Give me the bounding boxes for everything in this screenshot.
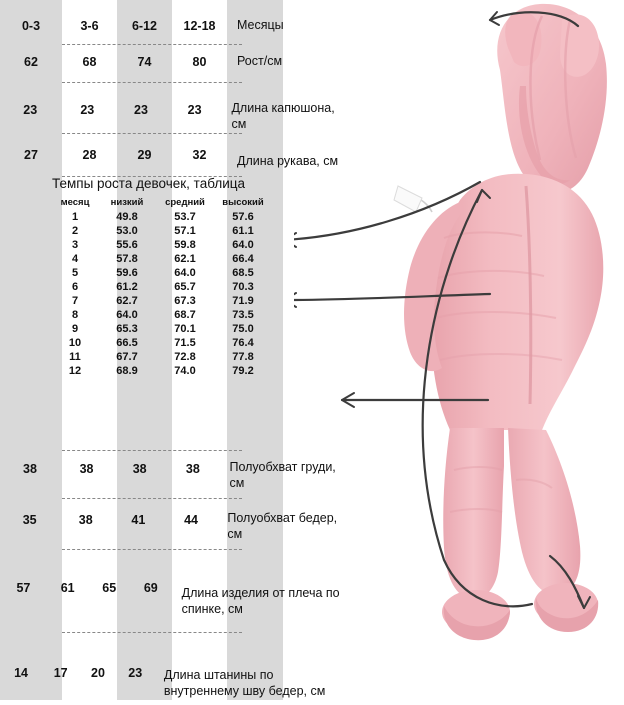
divider-8 — [62, 632, 242, 633]
divider-5 — [62, 450, 242, 451]
divider-2 — [62, 82, 242, 83]
size-table-header-label: Месяцы — [237, 18, 284, 33]
row-label-body-length: Длина изделия от плеча по спинке, см — [181, 586, 340, 616]
growth-low-10: 66.5 — [116, 337, 138, 349]
growth-high-6: 70.3 — [232, 281, 254, 293]
growth-row-3 — [52, 238, 272, 252]
growth-row-7 — [52, 294, 272, 308]
booties-shape — [442, 583, 598, 640]
cell-height-12-18: 80 — [192, 55, 207, 69]
growth-header-row — [52, 197, 272, 210]
hood-shape — [497, 4, 607, 193]
growth-row-5 — [52, 266, 272, 280]
growth-chart-table — [52, 197, 272, 378]
growth-mid-5: 64.0 — [174, 267, 196, 279]
growth-row-2 — [52, 224, 272, 238]
growth-high-7: 71.9 — [232, 295, 254, 307]
growth-month-12: 12 — [68, 365, 82, 377]
growth-month-1: 1 — [71, 211, 79, 223]
growth-mid-9: 70.1 — [174, 323, 196, 335]
cell-sleeve-0-3: 27 — [24, 148, 38, 162]
growth-row-11 — [52, 350, 272, 364]
growth-high-4: 66.4 — [232, 253, 254, 265]
row-label-sleeve-length: Длина рукава, см — [237, 154, 339, 169]
cell-hip-3-6: 38 — [78, 513, 93, 527]
growth-mid-6: 65.7 — [174, 281, 196, 293]
cell-height-6-12: 74 — [137, 55, 152, 69]
cell-sleeve-6-12: 29 — [137, 148, 152, 162]
cell-sleeve-3-6: 28 — [82, 148, 97, 162]
cell-sleeve-12-18: 32 — [192, 148, 207, 162]
table-row-chest — [0, 459, 350, 490]
growth-month-3: 3 — [71, 239, 79, 251]
cell-chest-6-12: 38 — [132, 462, 147, 476]
growth-month-7: 7 — [71, 295, 79, 307]
size-column-12-18: 12-18 — [183, 19, 216, 33]
growth-month-8: 8 — [71, 309, 79, 321]
growth-chart-block — [0, 176, 300, 378]
chest-half-girth-arrow — [294, 294, 490, 300]
cell-body-3-6: 61 — [60, 581, 75, 595]
cell-body-12-18: 69 — [143, 581, 158, 595]
growth-mid-3: 59.8 — [174, 239, 196, 251]
growth-mid-10: 71.5 — [174, 337, 196, 349]
growth-high-11: 77.8 — [232, 351, 254, 363]
growth-low-7: 62.7 — [116, 295, 138, 307]
growth-high-12: 79.2 — [232, 365, 254, 377]
growth-low-9: 65.3 — [116, 323, 138, 335]
growth-chart-title: Темпы роста девочек, таблица — [52, 176, 245, 191]
table-row-hip — [0, 510, 350, 541]
growth-month-6: 6 — [71, 281, 79, 293]
torso-shape — [404, 174, 603, 430]
size-column-0-3: 0-3 — [21, 19, 41, 33]
growth-mid-2: 57.1 — [174, 225, 196, 237]
growth-low-3: 55.6 — [116, 239, 138, 251]
growth-low-1: 49.8 — [116, 211, 138, 223]
growth-mid-1: 53.7 — [174, 211, 196, 223]
growth-month-4: 4 — [71, 253, 79, 265]
table-row-inseam — [0, 663, 350, 698]
row-label-inseam: Длина штанины по внутреннему шву бедер, см — [163, 668, 326, 698]
cell-inseam-6-12: 20 — [91, 666, 105, 680]
table-row-height — [0, 52, 350, 72]
growth-high-10: 76.4 — [232, 337, 254, 349]
cell-hip-12-18: 44 — [184, 513, 198, 527]
growth-row-6 — [52, 280, 272, 294]
size-column-6-12: 6-12 — [131, 19, 158, 33]
row-label-chest: Полуобхват груди, см — [229, 460, 336, 490]
growth-low-5: 59.6 — [116, 267, 138, 279]
growth-row-9 — [52, 322, 272, 336]
cell-chest-0-3: 38 — [23, 462, 37, 476]
growth-mid-4: 62.1 — [174, 253, 196, 265]
growth-month-9: 9 — [71, 323, 79, 335]
cell-chest-3-6: 38 — [79, 462, 94, 476]
row-label-hip: Полуобхват бедер, см — [227, 511, 338, 541]
cell-inseam-12-18: 23 — [128, 666, 143, 680]
growth-low-2: 53.0 — [116, 225, 138, 237]
cell-hip-0-3: 35 — [22, 513, 37, 527]
cell-hood-12-18: 23 — [187, 103, 202, 117]
hood-length-arrow — [490, 12, 578, 26]
growth-high-3: 64.0 — [232, 239, 254, 251]
growth-row-10 — [52, 336, 272, 350]
growth-mid-8: 68.7 — [174, 309, 196, 321]
size-table-header-row — [0, 16, 350, 36]
growth-low-6: 61.2 — [116, 281, 138, 293]
row-label-height: Рост/см — [237, 54, 283, 69]
growth-high-1: 57.6 — [232, 211, 254, 223]
divider-6 — [62, 498, 242, 499]
growth-month-11: 11 — [69, 351, 81, 363]
cell-hood-0-3: 23 — [23, 103, 38, 117]
growth-header-mid: средний — [165, 197, 205, 208]
table-row-body-length — [0, 578, 350, 616]
size-column-3-6: 3-6 — [80, 19, 99, 33]
divider-1 — [62, 44, 242, 45]
table-row-hood-length — [0, 100, 350, 131]
growth-row-1 — [52, 210, 272, 224]
growth-high-8: 73.5 — [232, 309, 254, 321]
price-tag — [394, 186, 432, 212]
growth-header-high: высокий — [222, 197, 264, 208]
divider-3 — [62, 133, 242, 134]
growth-high-5: 68.5 — [232, 267, 254, 279]
inseam-length-arrow — [550, 556, 584, 608]
growth-row-12 — [52, 364, 272, 378]
cell-height-3-6: 68 — [82, 55, 97, 69]
cell-height-0-3: 62 — [24, 55, 38, 69]
cell-inseam-3-6: 17 — [53, 666, 68, 680]
table-row-sleeve-length — [0, 145, 350, 169]
growth-low-11: 67.7 — [116, 351, 138, 363]
growth-row-4 — [52, 252, 272, 266]
cell-body-6-12: 65 — [102, 581, 117, 595]
body-length-arrow — [423, 190, 532, 606]
cell-hood-6-12: 23 — [134, 103, 148, 117]
growth-low-4: 57.8 — [116, 253, 138, 265]
growth-high-9: 75.0 — [232, 323, 254, 335]
growth-row-8 — [52, 308, 272, 322]
cell-chest-12-18: 38 — [185, 462, 200, 476]
row-label-hood-length: Длина капюшона, см — [231, 101, 335, 131]
growth-low-12: 68.9 — [116, 365, 138, 377]
cell-hip-6-12: 41 — [131, 513, 146, 527]
growth-mid-12: 74.0 — [174, 365, 196, 377]
growth-high-2: 61.1 — [232, 225, 254, 237]
cell-inseam-0-3: 14 — [14, 666, 28, 680]
divider-7 — [62, 549, 242, 550]
cell-body-0-3: 57 — [16, 581, 31, 595]
growth-mid-11: 72.8 — [174, 351, 196, 363]
legs-shape — [443, 428, 580, 599]
growth-low-8: 64.0 — [116, 309, 138, 321]
cell-hood-3-6: 23 — [80, 103, 95, 117]
growth-month-2: 2 — [71, 225, 79, 237]
sleeve-length-arrow — [294, 182, 480, 240]
growth-mid-7: 67.3 — [174, 295, 196, 307]
growth-header-month: месяц — [60, 197, 90, 208]
growth-header-low: низкий — [110, 197, 144, 208]
growth-month-5: 5 — [71, 267, 79, 279]
growth-month-10: 10 — [68, 337, 82, 349]
